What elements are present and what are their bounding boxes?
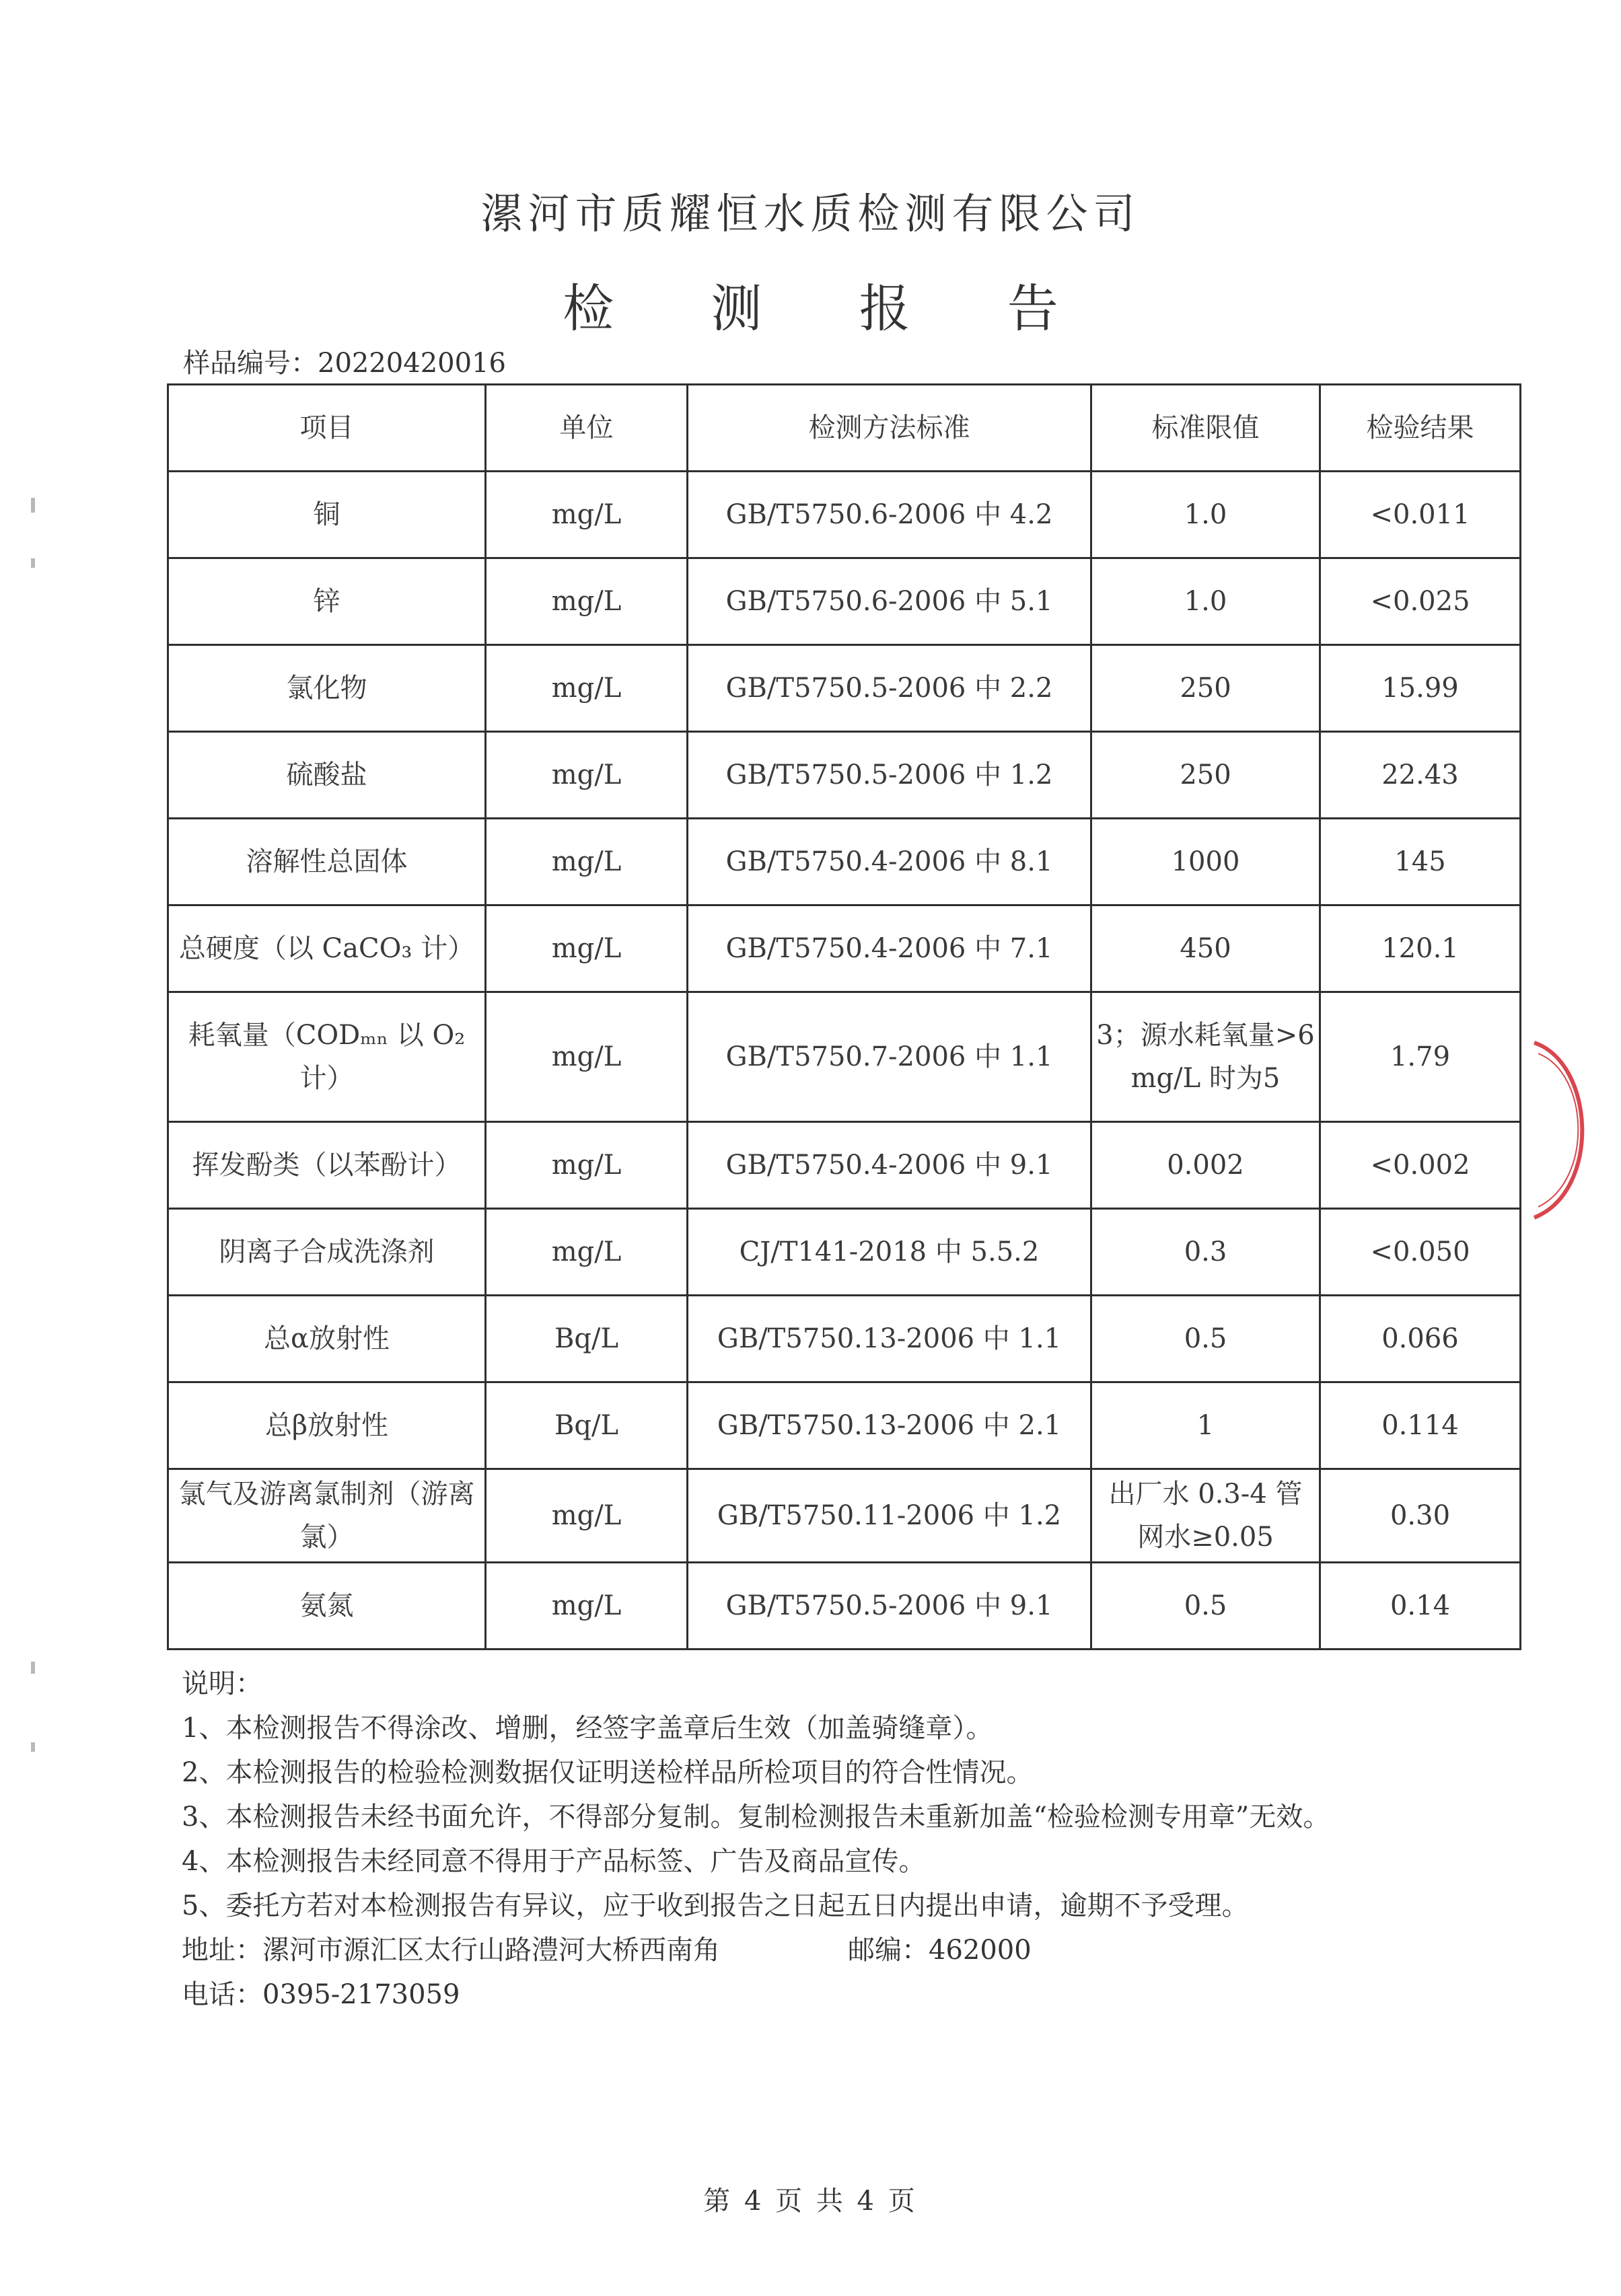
report-title: 检 测 报 告 <box>563 279 1099 338</box>
cell-limit: 3；源水耗氧量>6 mg/L 时为5 <box>1091 992 1320 1122</box>
table-row <box>168 1209 1521 1296</box>
cell-method: GB/T5750.13-2006 中 1.1 <box>688 1296 1091 1382</box>
cell-limit: 0.002 <box>1091 1122 1320 1209</box>
cell-unit: mg/L <box>486 1122 688 1209</box>
cell-limit: 1 <box>1091 1382 1320 1469</box>
cell-item: 氨氮 <box>168 1563 486 1650</box>
cell-result: 120.1 <box>1320 905 1521 992</box>
cell-result: 0.14 <box>1320 1563 1521 1650</box>
cell-result: 0.066 <box>1320 1296 1521 1382</box>
cell-unit: mg/L <box>486 732 688 819</box>
cell-method: GB/T5750.7-2006 中 1.1 <box>688 992 1091 1122</box>
cell-limit: 0.3 <box>1091 1209 1320 1296</box>
cell-method: GB/T5750.5-2006 中 1.2 <box>688 732 1091 819</box>
cell-limit: 1000 <box>1091 819 1320 905</box>
scan-mark <box>31 1662 35 1674</box>
sample-number: 样品编号：20220420016 <box>183 348 506 379</box>
cell-item: 氯气及游离氯制剂（游离氯） <box>168 1469 486 1563</box>
cell-unit: mg/L <box>486 1563 688 1650</box>
cell-limit: 250 <box>1091 645 1320 732</box>
col-header-result: 检验结果 <box>1320 385 1521 472</box>
scan-mark <box>31 498 35 513</box>
cell-result: <0.011 <box>1320 472 1521 558</box>
cell-item: 耗氧量（CODₘₙ 以 O₂ 计） <box>168 992 486 1122</box>
cell-unit: mg/L <box>486 819 688 905</box>
table-row <box>168 1296 1521 1382</box>
address-row <box>182 1928 1494 1972</box>
table-row <box>168 1122 1521 1209</box>
cell-limit: 1.0 <box>1091 472 1320 558</box>
cell-result: 0.114 <box>1320 1382 1521 1469</box>
cell-item: 溶解性总固体 <box>168 819 486 905</box>
table-header-row <box>168 385 1521 472</box>
cell-unit: mg/L <box>486 558 688 645</box>
cell-method: GB/T5750.4-2006 中 7.1 <box>688 905 1091 992</box>
note-item: 1、本检测报告不得涂改、增删，经签字盖章后生效（加盖骑缝章）。 <box>182 1713 993 1744</box>
table-row <box>168 1563 1521 1650</box>
scan-mark <box>31 558 35 568</box>
col-header-unit: 单位 <box>486 385 688 472</box>
cell-limit: 0.5 <box>1091 1563 1320 1650</box>
cell-unit: Bq/L <box>486 1296 688 1382</box>
cell-unit: Bq/L <box>486 1382 688 1469</box>
cell-limit: 1.0 <box>1091 558 1320 645</box>
cell-method: GB/T5750.13-2006 中 2.1 <box>688 1382 1091 1469</box>
cell-result: 22.43 <box>1320 732 1521 819</box>
cell-method: GB/T5750.6-2006 中 4.2 <box>688 472 1091 558</box>
table-row <box>168 558 1521 645</box>
cell-unit: mg/L <box>486 992 688 1122</box>
table-row <box>168 819 1521 905</box>
cell-item: 硫酸盐 <box>168 732 486 819</box>
notes-heading: 说明： <box>182 1668 262 1699</box>
note-item: 4、本检测报告未经同意不得用于产品标签、广告及商品宣传。 <box>182 1846 926 1877</box>
table-row <box>168 905 1521 992</box>
cell-item: 总β放射性 <box>168 1382 486 1469</box>
cell-result: <0.050 <box>1320 1209 1521 1296</box>
cell-method: GB/T5750.4-2006 中 9.1 <box>688 1122 1091 1209</box>
cell-limit: 450 <box>1091 905 1320 992</box>
table-row <box>168 732 1521 819</box>
results-table <box>167 383 1521 1650</box>
cell-method: CJ/T141-2018 中 5.5.2 <box>688 1209 1091 1296</box>
cell-item: 阴离子合成洗涤剂 <box>168 1209 486 1296</box>
table-row <box>168 645 1521 732</box>
company-name: 漯河市质耀恒水质检测有限公司 <box>480 189 1141 238</box>
cell-unit: mg/L <box>486 1209 688 1296</box>
cell-result: <0.025 <box>1320 558 1521 645</box>
cell-limit: 250 <box>1091 732 1320 819</box>
note-item: 3、本检测报告未经书面允许，不得部分复制。复制检测报告未重新加盖“检验检测专用章”无效。 <box>182 1802 1330 1832</box>
table-row <box>168 472 1521 558</box>
seal-stamp-fragment <box>1514 1036 1615 1224</box>
table-row <box>168 992 1521 1122</box>
cell-limit: 出厂水 0.3-4 管网水≥0.05 <box>1091 1469 1320 1563</box>
cell-item: 锌 <box>168 558 486 645</box>
cell-item: 总硬度（以 CaCO₃ 计） <box>168 905 486 992</box>
cell-method: GB/T5750.5-2006 中 9.1 <box>688 1563 1091 1650</box>
cell-method: GB/T5750.6-2006 中 5.1 <box>688 558 1091 645</box>
cell-result: 0.30 <box>1320 1469 1521 1563</box>
cell-unit: mg/L <box>486 905 688 992</box>
phone: 电话：0395-2173059 <box>182 1979 460 2010</box>
cell-method: GB/T5750.11-2006 中 1.2 <box>688 1469 1091 1563</box>
address: 地址：漯河市源汇区太行山路澧河大桥西南角 <box>182 1935 720 1966</box>
note-item: 5、委托方若对本检测报告有异议，应于收到报告之日起五日内提出申请，逾期不予受理。 <box>182 1890 1249 1921</box>
cell-unit: mg/L <box>486 1469 688 1563</box>
cell-unit: mg/L <box>486 472 688 558</box>
cell-result: 15.99 <box>1320 645 1521 732</box>
cell-item: 铜 <box>168 472 486 558</box>
cell-result: 145 <box>1320 819 1521 905</box>
cell-item: 挥发酚类（以苯酚计） <box>168 1122 486 1209</box>
cell-method: GB/T5750.5-2006 中 2.2 <box>688 645 1091 732</box>
note-item: 2、本检测报告的检验检测数据仅证明送检样品所检项目的符合性情况。 <box>182 1757 1034 1788</box>
table-row <box>168 1382 1521 1469</box>
cell-method: GB/T5750.4-2006 中 8.1 <box>688 819 1091 905</box>
cell-result: <0.002 <box>1320 1122 1521 1209</box>
table-row <box>168 1469 1521 1563</box>
cell-result: 1.79 <box>1320 992 1521 1122</box>
col-header-item: 项目 <box>168 385 486 472</box>
cell-item: 总α放射性 <box>168 1296 486 1382</box>
postcode: 邮编：462000 <box>848 1935 1032 1966</box>
scan-mark <box>31 1742 35 1752</box>
col-header-method: 检测方法标准 <box>688 385 1091 472</box>
notes-section <box>182 1662 1494 2017</box>
cell-unit: mg/L <box>486 645 688 732</box>
page-number: 第 4 页 共 4 页 <box>703 2186 918 2217</box>
col-header-limit: 标准限值 <box>1091 385 1320 472</box>
cell-limit: 0.5 <box>1091 1296 1320 1382</box>
cell-item: 氯化物 <box>168 645 486 732</box>
